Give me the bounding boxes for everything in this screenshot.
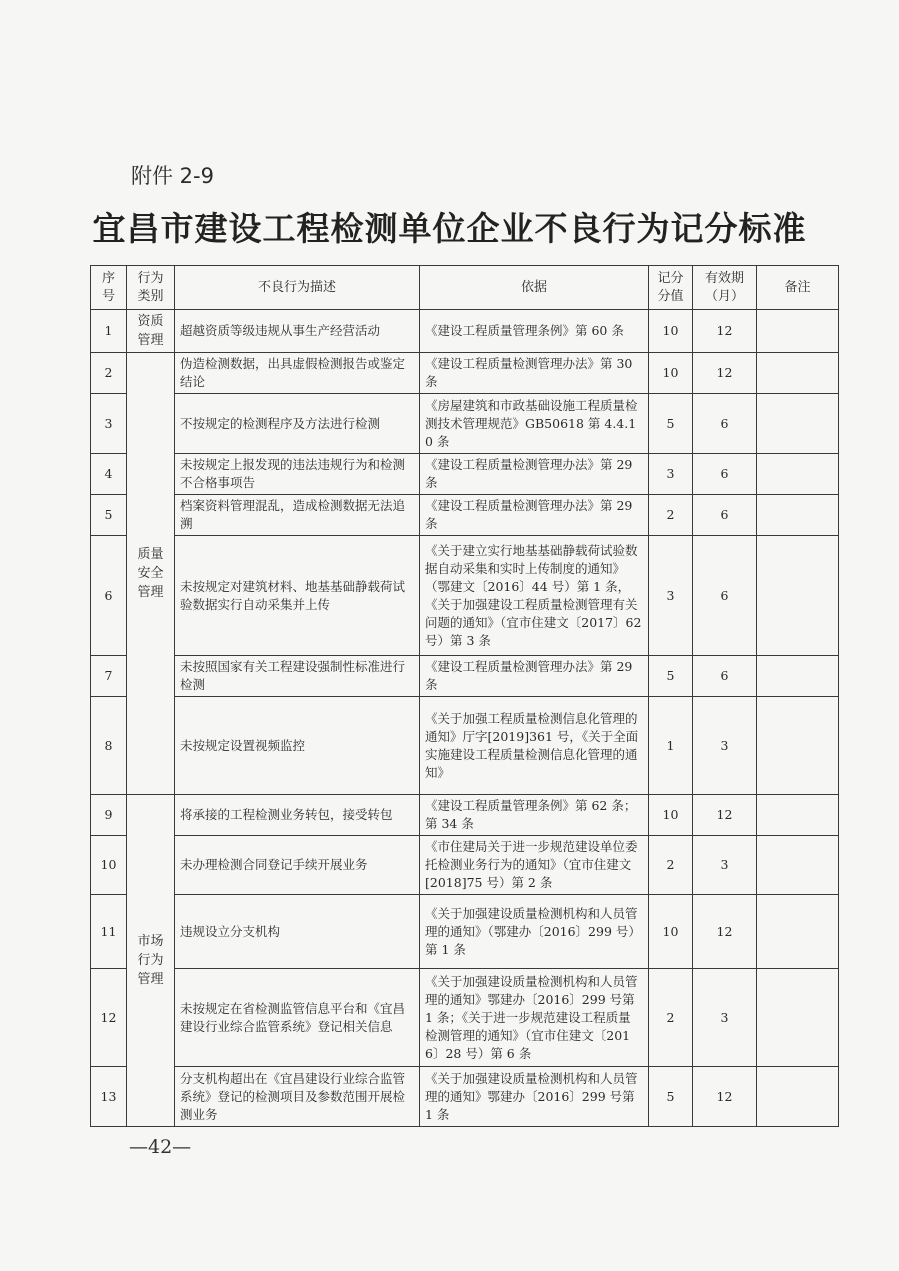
row-remark: [757, 656, 839, 697]
row-no: 6: [91, 536, 127, 656]
row-no: 12: [91, 969, 127, 1067]
row-basis: 《建设工程质量检测管理办法》第 30 条: [420, 353, 649, 394]
row-validity: 12: [693, 310, 757, 353]
row-no: 11: [91, 895, 127, 969]
header-description: 不良行为描述: [175, 266, 420, 310]
row-score: 5: [649, 394, 693, 454]
row-score: 10: [649, 795, 693, 836]
row-score: 5: [649, 656, 693, 697]
row-remark: [757, 1067, 839, 1127]
row-remark: [757, 454, 839, 495]
table-row: [91, 536, 839, 656]
header-basis: 依据: [420, 266, 649, 310]
row-remark: [757, 536, 839, 656]
row-remark: [757, 394, 839, 454]
header-remark: 备注: [757, 266, 839, 310]
row-no: 2: [91, 353, 127, 394]
row-validity: 12: [693, 353, 757, 394]
row-basis: 《关于加强建设质量检测机构和人员管理的通知》鄂建办〔2016〕299 号第 1 条: [420, 1067, 649, 1127]
row-validity: 3: [693, 836, 757, 895]
row-no: 8: [91, 697, 127, 795]
table-row: [91, 895, 839, 969]
row-no: 5: [91, 495, 127, 536]
row-remark: [757, 836, 839, 895]
row-validity: 3: [693, 697, 757, 795]
row-validity: 6: [693, 454, 757, 495]
row-no: 1: [91, 310, 127, 353]
row-remark: [757, 795, 839, 836]
row-description: 档案资料管理混乱，造成检测数据无法追溯: [175, 495, 420, 536]
document-title: 宜昌市建设工程检测单位企业不良行为记分标准: [92, 209, 807, 248]
row-description: 不按规定的检测程序及方法进行检测: [175, 394, 420, 454]
header-validity: 有效期（月）: [693, 266, 757, 310]
row-remark: [757, 969, 839, 1067]
row-basis: 《关于加强建设质量检测机构和人员管理的通知》（鄂建办〔2016〕299 号）第 1 条: [420, 895, 649, 969]
row-validity: 12: [693, 795, 757, 836]
table-row: [91, 836, 839, 895]
page-number: —42—: [129, 1136, 192, 1158]
table-row: [91, 697, 839, 795]
table-header-row: [91, 266, 839, 310]
header-score: 记分分值: [649, 266, 693, 310]
row-basis: 《建设工程质量检测管理办法》第 29 条: [420, 495, 649, 536]
row-basis: 《关于建立实行地基基础静载荷试验数据自动采集和实时上传制度的通知》（鄂建文〔2016〕44 号）第 1 条，《关于加强建设工程质量检测管理有关问题的通知》（宜市住建文〔2017〕62 号）第 3 条: [420, 536, 649, 656]
table-row: [91, 353, 839, 394]
table-row: [91, 1067, 839, 1127]
row-remark: [757, 495, 839, 536]
row-basis: 《建设工程质量管理条例》第 62 条；第 34 条: [420, 795, 649, 836]
row-remark: [757, 697, 839, 795]
row-score: 3: [649, 536, 693, 656]
row-description: 将承接的工程检测业务转包，接受转包: [175, 795, 420, 836]
header-category: 行为类别: [127, 266, 175, 310]
row-score: 5: [649, 1067, 693, 1127]
row-score: 2: [649, 495, 693, 536]
row-score: 2: [649, 969, 693, 1067]
row-basis: 《市住建局关于进一步规范建设单位委托检测业务行为的通知》（宜市住建文[2018]75 号）第 2 条: [420, 836, 649, 895]
row-score: 10: [649, 895, 693, 969]
category-market: 市场行为管理: [127, 795, 175, 1127]
row-basis: 《关于加强工程质量检测信息化管理的通知》厅字[2019]361 号，《关于全面实施建设工程质量检测信息化管理的通知》: [420, 697, 649, 795]
row-score: 3: [649, 454, 693, 495]
row-score: 10: [649, 353, 693, 394]
row-basis: 《建设工程质量检测管理办法》第 29 条: [420, 454, 649, 495]
table-row: [91, 454, 839, 495]
header-no: 序号: [91, 266, 127, 310]
table-row: [91, 656, 839, 697]
row-remark: [757, 310, 839, 353]
row-no: 7: [91, 656, 127, 697]
row-no: 3: [91, 394, 127, 454]
row-description: 未按规定设置视频监控: [175, 697, 420, 795]
row-description: 未办理检测合同登记手续开展业务: [175, 836, 420, 895]
table-row: [91, 495, 839, 536]
row-no: 9: [91, 795, 127, 836]
row-validity: 6: [693, 536, 757, 656]
row-description: 超越资质等级违规从事生产经营活动: [175, 310, 420, 353]
category-quality-safety: 质量安全管理: [127, 353, 175, 795]
row-basis: 《房屋建筑和市政基础设施工程质量检测技术管理规范》GB50618 第 4.4.10 条: [420, 394, 649, 454]
row-description: 分支机构超出在《宜昌建设行业综合监管系统》登记的检测项目及参数范围开展检测业务: [175, 1067, 420, 1127]
category-qualification: 资质管理: [127, 310, 175, 353]
row-remark: [757, 353, 839, 394]
row-basis: 《关于加强建设质量检测机构和人员管理的通知》鄂建办〔2016〕299 号第 1 条；《关于进一步规范建设工程质量检测管理的通知》（宜市住建文〔2016〕28 号）第 6 条: [420, 969, 649, 1067]
row-description: 未按照国家有关工程建设强制性标准进行检测: [175, 656, 420, 697]
row-no: 13: [91, 1067, 127, 1127]
row-validity: 6: [693, 656, 757, 697]
row-validity: 12: [693, 1067, 757, 1127]
row-remark: [757, 895, 839, 969]
row-basis: 《建设工程质量检测管理办法》第 29 条: [420, 656, 649, 697]
attachment-label: 附件 2-9: [131, 164, 214, 188]
row-validity: 6: [693, 495, 757, 536]
row-description: 未按规定在省检测监管信息平台和《宜昌建设行业综合监管系统》登记相关信息: [175, 969, 420, 1067]
table-row: [91, 394, 839, 454]
table-row: [91, 310, 839, 353]
row-description: 未按规定上报发现的违法违规行为和检测不合格事项告: [175, 454, 420, 495]
table-row: [91, 795, 839, 836]
row-description: 违规设立分支机构: [175, 895, 420, 969]
row-validity: 12: [693, 895, 757, 969]
row-basis: 《建设工程质量管理条例》第 60 条: [420, 310, 649, 353]
row-validity: 6: [693, 394, 757, 454]
row-no: 10: [91, 836, 127, 895]
row-validity: 3: [693, 969, 757, 1067]
row-description: 未按规定对建筑材料、地基基础静载荷试验数据实行自动采集并上传: [175, 536, 420, 656]
row-no: 4: [91, 454, 127, 495]
row-score: 10: [649, 310, 693, 353]
row-description: 伪造检测数据，出具虚假检测报告或鉴定结论: [175, 353, 420, 394]
row-score: 1: [649, 697, 693, 795]
scoring-table: [90, 265, 839, 1127]
row-score: 2: [649, 836, 693, 895]
table-row: [91, 969, 839, 1067]
